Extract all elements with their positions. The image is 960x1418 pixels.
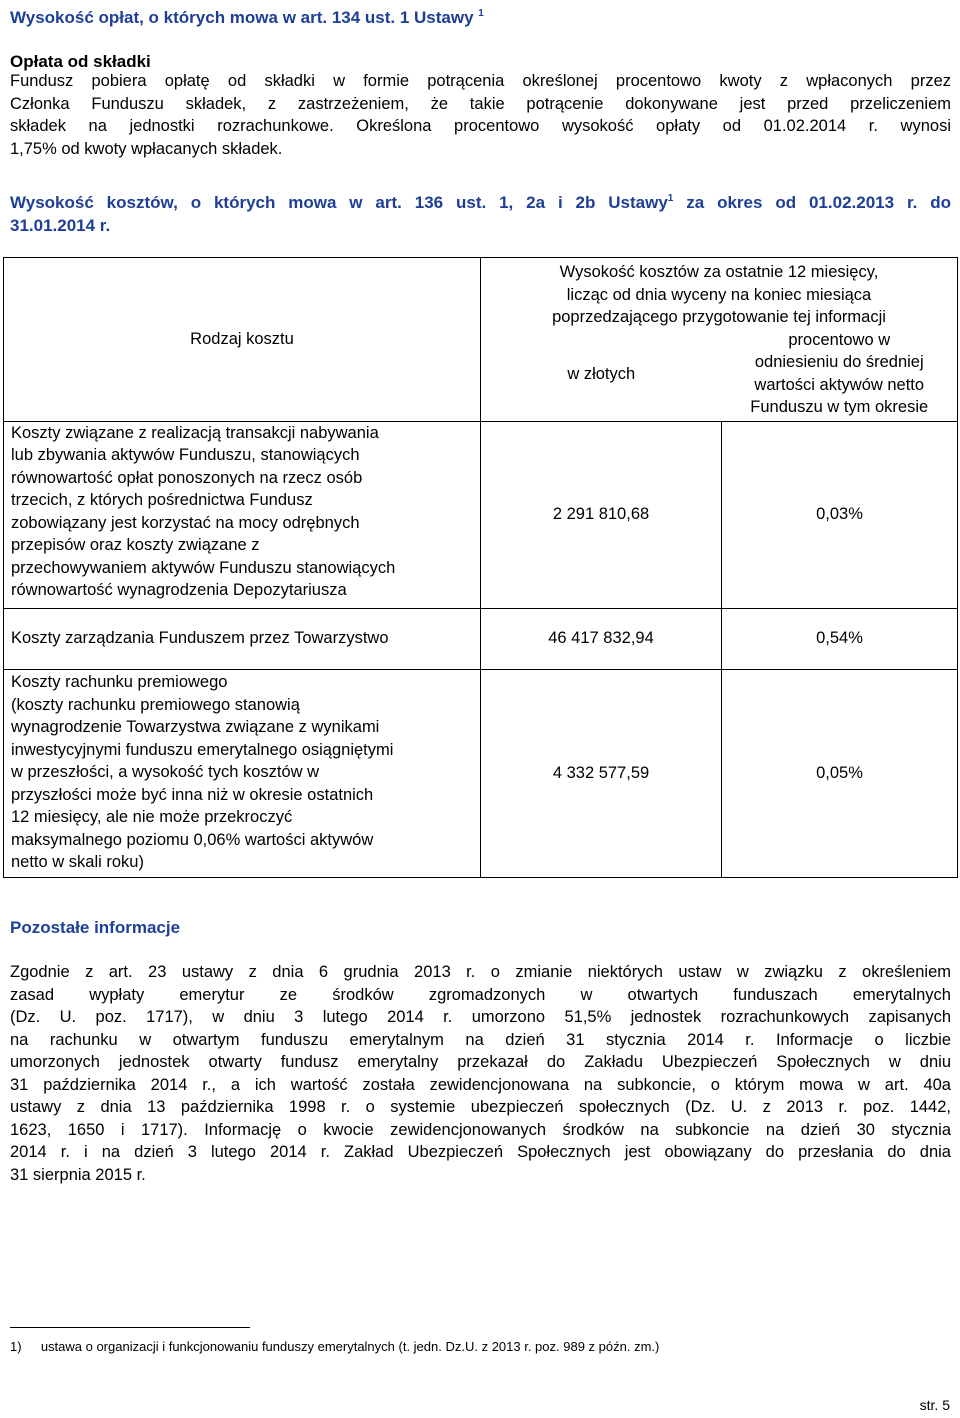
contribution-fee-heading: Opłata od składki [10, 52, 151, 71]
paragraph-line: 31 października 2014 r., a ich wartość została zewidencjonowana na subkoncie, o którym mowa w art. 40a [10, 1075, 951, 1094]
header-line: Wysokość kosztów za ostatnie 12 miesięcy, [559, 263, 879, 281]
cost-amount: 46 417 832,94 [481, 608, 722, 669]
contribution-fee-paragraph [10, 70, 951, 160]
paragraph-line: 2014 r. i na dzień 3 lutego 2014 r. Zakład Ubezpieczeń Społecznych jest obowiązany do przesłania do dnia [10, 1143, 951, 1161]
table-row [4, 669, 958, 877]
page-number: str. 5 [919, 1397, 950, 1413]
cost-amount-header [481, 258, 958, 421]
description-line: Koszty zarządzania Funduszem przez Towarzystwo [11, 629, 389, 648]
description-line: (koszty rachunku premiowego stanowią [11, 695, 300, 714]
cost-description [4, 608, 481, 669]
footnote-marker: 1) [10, 1339, 22, 1354]
header-line: poprzedzającego przygotowanie tej informacji [552, 308, 886, 326]
description-line: maksymalnego poziomu 0,06% wartości aktywów [11, 830, 374, 849]
costs-heading-period: za okres od 01.02.2013 r. do [686, 193, 951, 212]
costs-table [3, 257, 958, 878]
description-line: inwestycyjnymi funduszu emerytalnego osiągniętymi [11, 740, 394, 759]
paragraph-line: 31 sierpnia 2015 r. [10, 1165, 146, 1184]
table-header-row [4, 258, 958, 421]
cost-percent: 0,54% [722, 608, 958, 669]
cost-description [4, 669, 481, 877]
costs-heading-line: 31.01.2014 r. [10, 215, 111, 235]
fee-heading-text: Wysokość opłat, o których mowa w art. 134 ust. 1 Ustawy [10, 8, 474, 27]
paragraph-line: ustawy z dnia 13 października 1998 r. o systemie ubezpieczeń społecznych (Dz. U. z 2013 r. poz. 1442, [10, 1098, 951, 1116]
header-line: Funduszu w tym okresie [750, 398, 929, 416]
description-line: przyszłości może być inna niż w okresie ostatnich [11, 785, 374, 804]
paragraph-line: 1623, 1650 i 1717). Informację o kwocie zewidencjonowanych środków na subkoncie na dzień 30 stycznia [10, 1120, 951, 1139]
paragraph-line: zasad wypłaty emerytur ze środków zgromadzonych w otwartych funduszach emerytalnych [10, 985, 951, 1004]
description-line: zobowiązany jest korzystać na mocy odrębnych [11, 513, 360, 532]
footnote-separator [10, 1327, 250, 1328]
cost-description [4, 421, 481, 608]
cost-type-header: Rodzaj kosztu [4, 258, 481, 422]
table-row [4, 608, 958, 669]
description-line: lub zbywania aktywów Funduszu, stanowiących [11, 446, 360, 464]
in-pln-header: w złotych [567, 364, 636, 383]
description-line: wynagrodzenie Towarzystwa związane z wynikami [11, 718, 380, 736]
paragraph-line: Fundusz pobiera opłatę od składki w formie potrącenia określonej procentowo kwoty z wpłaconych przez [10, 72, 951, 90]
cost-amount: 4 332 577,59 [481, 669, 722, 877]
paragraph-line: na rachunku w otwartym funduszu emerytalnym na dzień 31 stycznia 2014 r. Informacje o liczbie [10, 1030, 951, 1049]
description-line: równowartość opłat ponoszonych na rzecz osób [11, 468, 363, 487]
description-line: 12 miesięcy, ale nie może przekroczyć [11, 808, 293, 826]
other-info-paragraph [10, 961, 951, 1186]
costs-heading-line [10, 192, 951, 215]
other-info-heading: Pozostałe informacje [10, 918, 181, 937]
paragraph-line: umorzonych jednostek otwarty fundusz emerytalny przekazał do Zakładu Ubezpieczeń Społecznych w dniu [10, 1053, 951, 1071]
description-line: przepisów oraz koszty związane z [11, 536, 260, 554]
cost-percent: 0,05% [722, 669, 958, 877]
table-row [4, 421, 958, 608]
paragraph-line: składek na jednostki rozrachunkowe. Określona procentowo wysokość opłaty od 01.02.2014 r. wynosi [10, 117, 951, 135]
paragraph-line: Członka Funduszu składek, z zastrzeżeniem, że takie potrącenie dokonywane jest przed przeliczeniem [10, 94, 951, 113]
percent-header [722, 329, 958, 419]
header-line: procentowo w [788, 330, 891, 349]
costs-heading-footnote-ref: 1 [667, 193, 674, 204]
header-line: licząc od dnia wyceny na koniec miesiąca [566, 285, 872, 304]
costs-heading [10, 192, 951, 237]
footnote [10, 1338, 659, 1356]
description-line: trzecich, z których pośrednictwa Fundusz [11, 491, 313, 509]
paragraph-line: 1,75% od kwoty wpłacanych składek. [10, 139, 283, 158]
paragraph-line: (Dz. U. poz. 1717), w dniu 3 lutego 2014 r. umorzono 51,5% jednostek rozrachunkowych zapisanych [10, 1008, 951, 1026]
cost-percent: 0,03% [722, 421, 958, 608]
description-line: Koszty związane z realizacją transakcji nabywania [11, 423, 379, 442]
header-line: odniesieniu do średniej [754, 353, 924, 371]
cost-amount: 2 291 810,68 [481, 421, 722, 608]
header-line: wartości aktywów netto [754, 375, 925, 394]
description-line: w przeszłości, a wysokość tych kosztów w [11, 763, 320, 781]
description-line: netto w skali roku) [11, 853, 144, 871]
description-line: Koszty rachunku premiowego [11, 673, 228, 691]
description-line: równowartość wynagrodzenia Depozytariusza [11, 581, 347, 599]
footnote-text: ustawa o organizacji i funkcjonowaniu funduszy emerytalnych (t. jedn. Dz.U. z 2013 r. poz. 989 z późn. zm.) [40, 1339, 660, 1354]
paragraph-line: Zgodnie z art. 23 ustawy z dnia 6 grudnia 2013 r. o zmianie niektórych ustaw w związku z określeniem [10, 963, 951, 981]
description-line: przechowywaniem aktywów Funduszu stanowiących [11, 558, 396, 577]
costs-heading-text: Wysokość kosztów, o których mowa w art. 136 ust. 1, 2a i 2b Ustawy [10, 193, 668, 212]
subheader [481, 329, 957, 419]
fee-heading-footnote-ref: 1 [478, 8, 484, 19]
fee-heading [10, 7, 484, 30]
